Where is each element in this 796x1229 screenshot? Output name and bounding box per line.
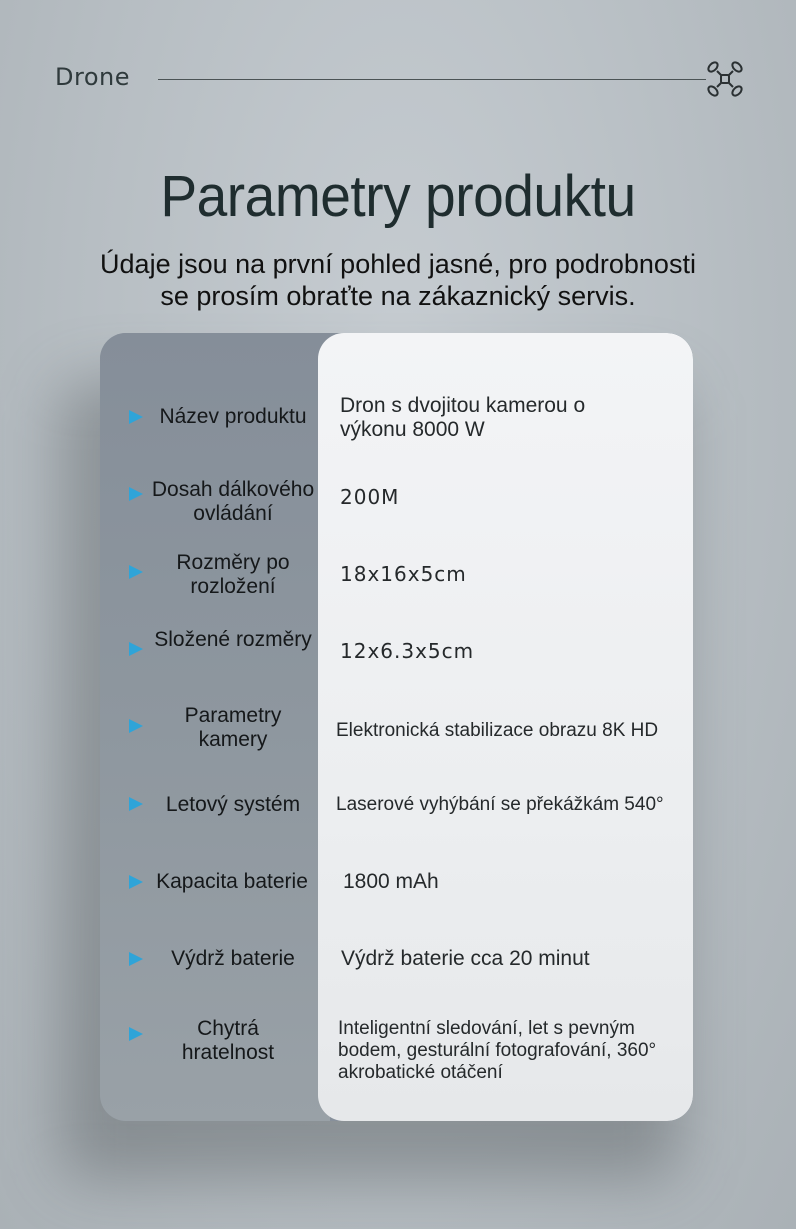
spec-label: Název produktu (159, 405, 307, 428)
drone-icon (706, 60, 744, 98)
arrow-icon (129, 565, 143, 579)
spec-label: Výdrž baterie (171, 947, 295, 970)
subtitle-line-2: se prosím obraťte na zákaznický servis. (160, 281, 636, 311)
brand-label: Drone (55, 63, 130, 91)
spec-label: Letový systém (165, 793, 301, 816)
spec-value: 18x16x5cm (340, 562, 467, 586)
spec-value: Výdrž baterie cca 20 minut (341, 947, 590, 970)
spec-label: Parametry kamery (184, 704, 282, 751)
arrow-icon (129, 487, 143, 501)
spec-value: Dron s dvojitou kamerou o výkonu 8000 W (340, 394, 586, 441)
arrow-icon (129, 1027, 143, 1041)
spec-value: Inteligentní sledování, let s pevným bodem, gesturální fotografování, 360° akrobatické otáčení (338, 1018, 657, 1083)
header-divider (158, 79, 706, 80)
spec-label: Chytrá hratelnost (181, 1017, 275, 1064)
spec-value: 12x6.3x5cm (340, 639, 475, 663)
spec-label: Dosah dálkového ovládání (151, 478, 315, 525)
page-subtitle (0, 248, 796, 312)
page-title: Parametry produktu (160, 164, 636, 229)
arrow-icon (129, 642, 143, 656)
arrow-icon (129, 875, 143, 889)
arrow-icon (129, 952, 143, 966)
spec-value: Laserové vyhýbání se překážkám 540° (336, 794, 664, 815)
arrow-icon (129, 719, 143, 733)
spec-label: Rozměry po rozložení (176, 551, 290, 598)
arrow-icon (129, 410, 143, 424)
header (55, 60, 745, 100)
spec-value: 1800 mAh (343, 870, 439, 893)
spec-value: 200M (340, 485, 400, 509)
arrow-icon (129, 797, 143, 811)
spec-label: Složené rozměry (154, 628, 312, 651)
spec-table (100, 333, 693, 1121)
spec-label: Kapacita baterie (156, 870, 308, 893)
subtitle-line-1: Údaje jsou na první pohled jasné, pro podrobnosti (100, 249, 696, 279)
spec-value: Elektronická stabilizace obrazu 8K HD (336, 720, 659, 741)
